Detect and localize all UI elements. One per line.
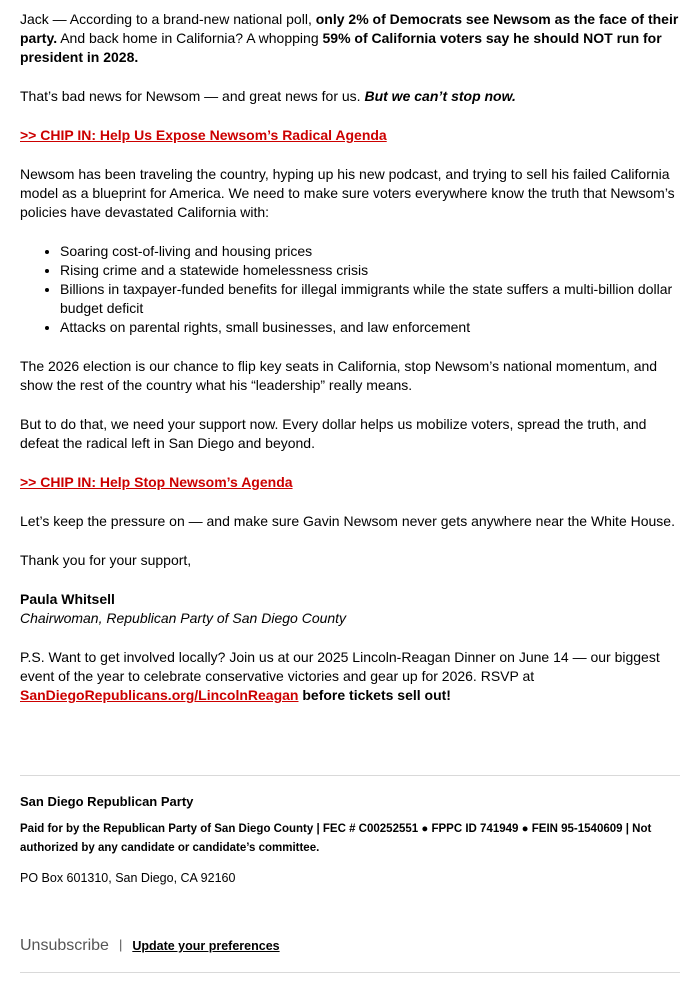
- intro-paragraph: [20, 10, 680, 67]
- election-2026-paragraph: The 2026 election is our chance to flip key seats in California, stop Newsom’s national momentum, and show the rest of the country what his “leadership” really means.: [20, 358, 658, 393]
- chip-in-stop-link[interactable]: >> CHIP IN: Help Stop Newsom’s Agenda: [20, 474, 293, 490]
- bottom-divider: [20, 972, 680, 973]
- bad-news-paragraph: [20, 87, 680, 106]
- signature-block: [20, 590, 680, 628]
- intro-text-1: Jack — According to a brand-new national poll,: [20, 11, 316, 27]
- footer-org-name: San Diego Republican Party: [20, 794, 194, 809]
- footer-address: PO Box 601310, San Diego, CA 92160: [20, 871, 236, 885]
- bullet-immigrant-benefits: • Billions in taxpayer-funded benefits for illegal immigrants while the state suffers a multi-billion dollar budget deficit: [60, 280, 680, 318]
- pressure-paragraph: Let’s keep the pressure on — and make sure Gavin Newsom never gets anywhere near the White House.: [20, 513, 675, 529]
- ps-text-1: P.S. Want to get involved locally? Join us at our 2025 Lincoln-Reagan Dinner on June 14 — our biggest event of the year to celebrate conservative victories and gear up for 2026. RSVP at: [20, 649, 660, 684]
- newsom-traveling-paragraph: Newsom has been traveling the country, hyping up his new podcast, and trying to sell his failed California model as a blueprint for America. We need to make sure voters everywhere know the truth that Newsom’s policies have devastated California with:: [20, 166, 675, 220]
- signature-title: Chairwoman, Republican Party of San Diego County: [20, 610, 347, 626]
- poll-stat-democrats: only 2% of Democrats see Newsom as the face of their party.: [20, 11, 679, 46]
- separator-pipe: |: [118, 937, 123, 952]
- signature-name: Paula Whitsell: [20, 591, 115, 607]
- bullet-crime-homelessness: • Rising crime and a statewide homelessness crisis: [60, 261, 680, 280]
- unsubscribe-row: [20, 935, 680, 956]
- thank-you-paragraph: Thank you for your support,: [20, 552, 192, 568]
- cta1-row: [20, 126, 680, 145]
- bullet-cost-of-living: • Soaring cost-of-living and housing prices: [60, 242, 680, 261]
- intro-text-2: And back home in California? A whopping: [57, 30, 323, 46]
- support-now-paragraph: But to do that, we need your support now. Every dollar helps us mobilize voters, spread the truth, and defeat the radical left in San Diego and beyond.: [20, 416, 647, 451]
- unsubscribe-link[interactable]: Unsubscribe: [20, 937, 109, 954]
- update-preferences-link[interactable]: Update your preferences: [132, 939, 280, 953]
- chip-in-expose-link[interactable]: >> CHIP IN: Help Us Expose Newsom’s Radical Agenda: [20, 127, 387, 143]
- footer-disclaimer: Paid for by the Republican Party of San Diego County | FEC # C00252551 ● FPPC ID 741949 ● FEIN 95-1540609 | Not authorized by any candidate or candidate’s committee.: [20, 823, 652, 854]
- poll-stat-california: 59% of California voters say he should NOT run for president in 2028.: [20, 30, 662, 65]
- ps-text-2: before tickets sell out!: [298, 687, 451, 703]
- ps-paragraph: [20, 648, 680, 705]
- lincoln-reagan-rsvp-link[interactable]: SanDiegoRepublicans.org/LincolnReagan: [20, 687, 299, 703]
- footer-divider: [20, 775, 680, 776]
- bad-news-text: That’s bad news for Newsom — and great news for us.: [20, 88, 365, 104]
- cta2-row: [20, 473, 680, 492]
- bullet-parental-rights: • Attacks on parental rights, small businesses, and law enforcement: [60, 318, 680, 337]
- cant-stop-now-text: But we can’t stop now.: [364, 88, 516, 104]
- devastation-list: [20, 242, 680, 337]
